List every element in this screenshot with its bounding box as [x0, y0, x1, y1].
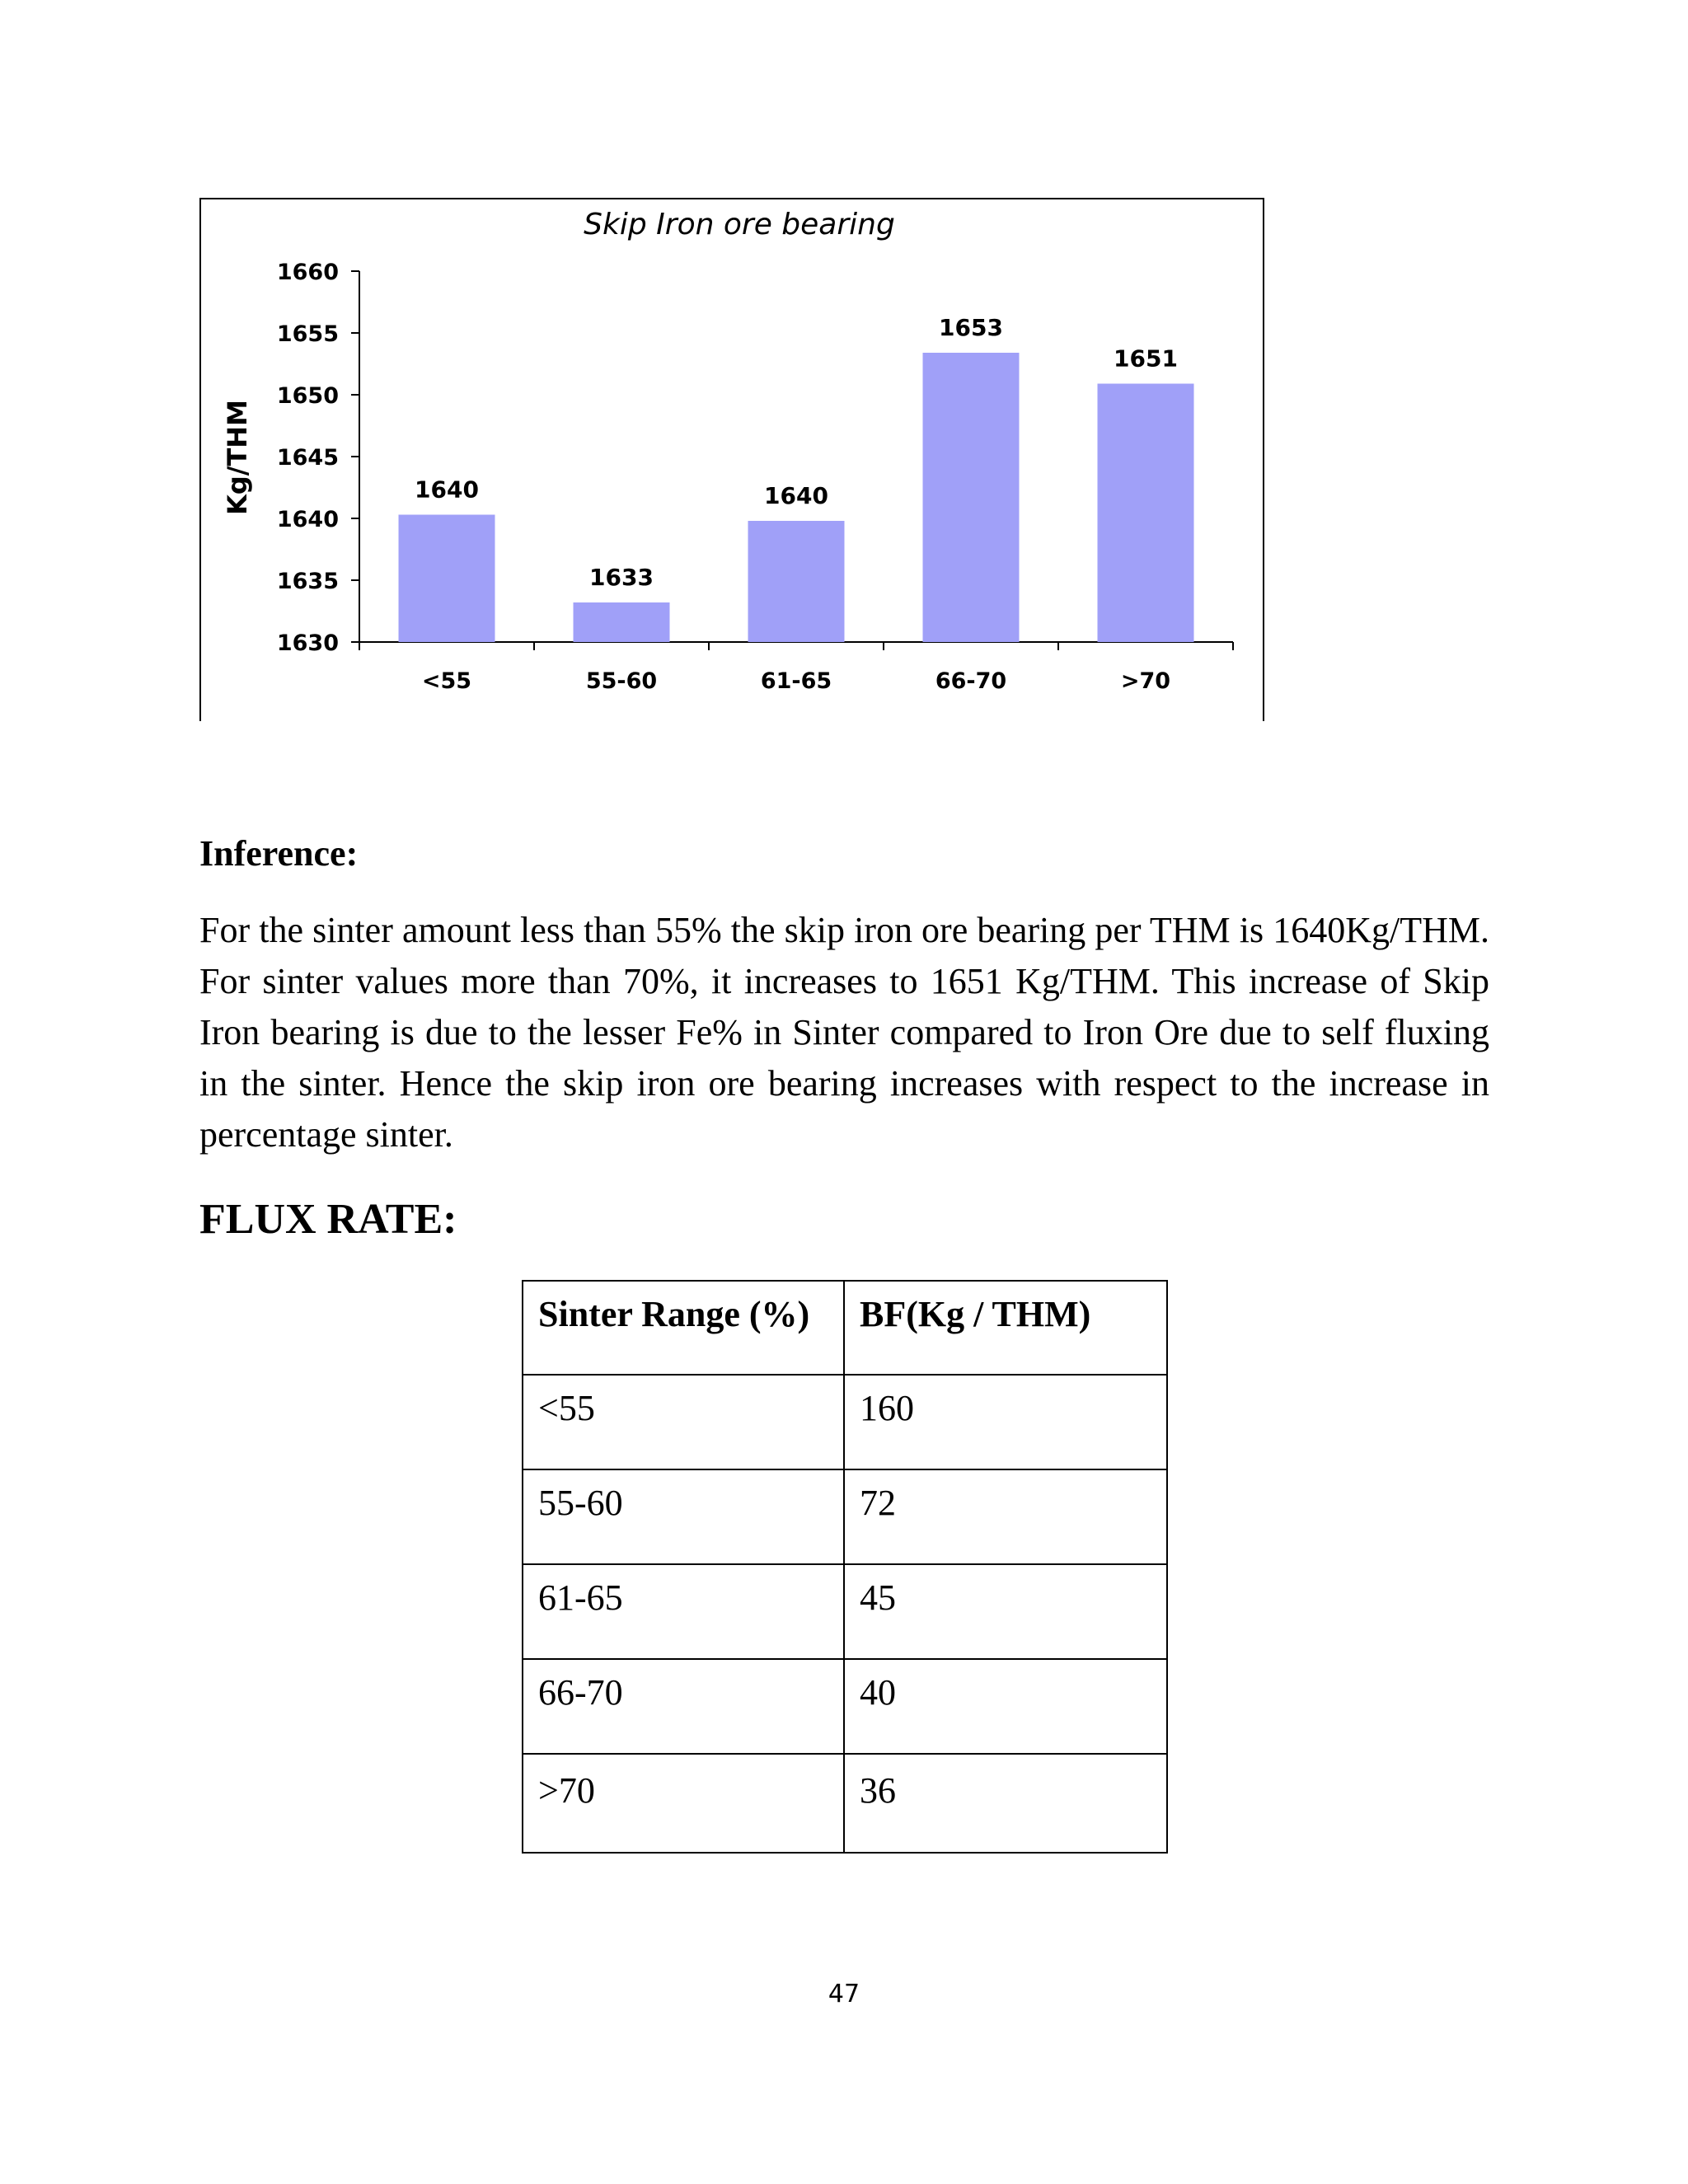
table-row [523, 1564, 1167, 1659]
x-tick-label: 66-70 [935, 668, 1007, 694]
y-axis-title: Kg/THM [222, 400, 253, 515]
table-cell-range: >70 [523, 1754, 844, 1853]
table-cell-value: 160 [844, 1375, 1167, 1469]
inference-heading: Inference: [199, 833, 359, 874]
inference-paragraph: For the sinter amount less than 55% the skip iron ore bearing per THM is 1640Kg/THM. For sinter values more than 70%, it increases to 1651 Kg/THM. This increase of Skip Iron bearing is due to the lesser Fe% in Sinter compared to Iron Ore due to self fluxing in the sinter. Hence the skip iron ore bearing increases with respect to the increase in percentage sinter. [199, 910, 1489, 1155]
table-row [523, 1659, 1167, 1754]
table-cell-value: 40 [844, 1659, 1167, 1754]
y-tick-label: 1630 [276, 630, 339, 656]
y-tick-label: 1650 [276, 383, 339, 409]
bar-61-65 [748, 521, 845, 642]
flux-rate-table [522, 1280, 1168, 1854]
x-tick-label: >70 [1120, 668, 1171, 694]
data-label: 1640 [764, 482, 828, 509]
table-row [523, 1754, 1167, 1853]
y-tick-label: 1655 [276, 321, 339, 347]
chart [199, 198, 1264, 721]
table-cell-range: <55 [523, 1375, 844, 1469]
table-cell-range: 66-70 [523, 1659, 844, 1754]
bar->70 [1098, 384, 1194, 643]
bar-66-70 [923, 353, 1020, 642]
data-label: 1651 [1114, 344, 1178, 373]
data-label: 1640 [415, 476, 479, 504]
table-header-sinter-range: Sinter Range (%) [523, 1281, 844, 1375]
flux-rate-heading: FLUX RATE: [199, 1196, 457, 1243]
table-header-bf: BF(Kg / THM) [844, 1281, 1167, 1375]
bar-<55 [399, 515, 495, 643]
page-number: 47 [828, 1980, 860, 2008]
table-header-row [523, 1281, 1167, 1375]
data-label: 1653 [939, 314, 1003, 341]
bar-chart [201, 199, 1266, 723]
x-tick-label: 55-60 [585, 668, 658, 694]
table-cell-range: 55-60 [523, 1469, 844, 1564]
chart-title: Skip Iron ore bearing [584, 208, 895, 241]
table-cell-value: 45 [844, 1564, 1167, 1659]
table-cell-value: 72 [844, 1469, 1167, 1564]
table-cell-range: 61-65 [523, 1564, 844, 1659]
y-tick-label: 1635 [276, 569, 339, 594]
y-tick-label: 1660 [276, 260, 339, 285]
table-row [523, 1469, 1167, 1564]
bar-55-60 [574, 602, 670, 642]
y-tick-label: 1640 [276, 507, 339, 532]
x-tick-label: <55 [421, 668, 472, 694]
y-tick-label: 1645 [276, 445, 339, 471]
table-row [523, 1375, 1167, 1469]
data-label: 1633 [589, 564, 654, 591]
table-cell-value: 36 [844, 1754, 1167, 1853]
x-tick-label: 61-65 [760, 668, 832, 694]
